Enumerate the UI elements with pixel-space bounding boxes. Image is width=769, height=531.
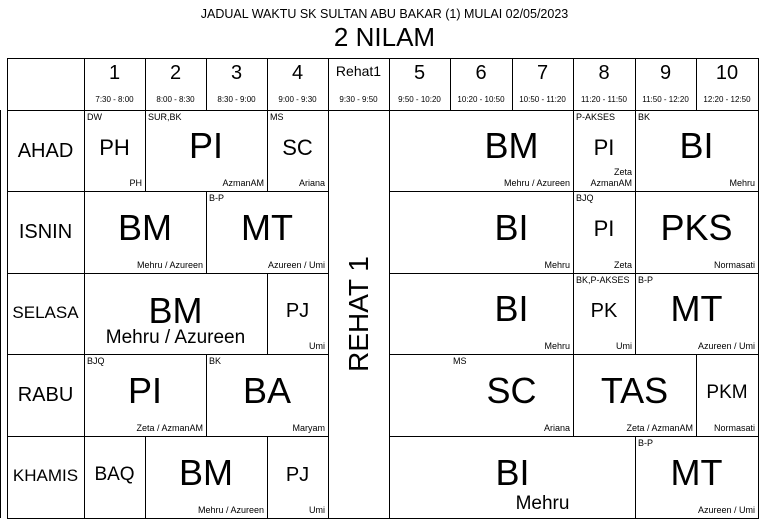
grid-line: [0, 110, 1, 191]
period-header: [328, 58, 389, 110]
lesson-subject: PI: [593, 134, 615, 160]
grid-line: [758, 354, 759, 436]
lesson-subject: BA: [242, 369, 292, 411]
lesson-code: MS: [270, 112, 284, 122]
break-label: REHAT 1: [342, 256, 374, 372]
timetable-heading: JADUAL WAKTU SK SULTAN ABU BAKAR (1) MULAI 02/05/2023: [200, 7, 569, 21]
lesson-subject: BM: [484, 125, 539, 167]
day-label: [7, 436, 84, 518]
lesson-subject: SC: [282, 134, 313, 160]
day-name: SELASA: [12, 302, 79, 322]
lesson-cell: [450, 191, 573, 273]
period-number: 3: [230, 62, 243, 84]
lesson-subject: SC: [486, 369, 537, 411]
lesson-cell: [450, 110, 573, 191]
grid-line: [0, 436, 1, 518]
grid-line: [328, 273, 329, 354]
period-header: [389, 58, 450, 110]
lesson-teacher: Mehru / Azureen: [197, 505, 264, 515]
lesson-subject: BM: [179, 451, 233, 493]
lesson-cell: [573, 273, 635, 354]
grid-line: [758, 110, 759, 191]
lesson-cell: [84, 436, 145, 518]
lesson-code: BJQ: [576, 193, 594, 203]
lesson-teacher: Mehru: [544, 260, 570, 270]
period-number: 9: [659, 62, 672, 84]
period-time: 11:50 - 12:20: [642, 95, 689, 104]
lesson-code: P-AKSES: [576, 112, 616, 122]
lesson-teacher: Mehru: [515, 493, 570, 514]
lesson-cell: [450, 436, 635, 518]
period-header: [267, 58, 328, 110]
lesson-teacher: Mehru: [729, 178, 755, 188]
period-number: Rehat1: [335, 63, 382, 79]
grid-line: [758, 436, 759, 518]
lesson-subject: MT: [670, 288, 723, 330]
period-time: 7:30 - 8:00: [95, 95, 134, 104]
lesson-cell: [84, 354, 206, 436]
lesson-subject: BM: [118, 206, 172, 248]
period-number: 2: [169, 62, 182, 84]
lesson-subject: PH: [99, 134, 130, 160]
period-time: 11:20 - 11:50: [581, 95, 627, 104]
grid-line: [389, 110, 390, 518]
lesson-cell: [206, 354, 328, 436]
period-header: [206, 58, 267, 110]
lesson-teacher: Umi: [616, 341, 632, 351]
lesson-teacher: Mehru / Azureen: [136, 260, 203, 270]
lesson-cell: [573, 354, 696, 436]
lesson-cell: [84, 110, 145, 191]
lesson-subject: BI: [679, 125, 714, 167]
grid-line: [328, 436, 329, 518]
lesson-teacher: Mehru / Azureen: [503, 178, 570, 188]
lesson-cell: [267, 273, 328, 354]
lesson-cell: [145, 436, 267, 518]
lesson-teacher: Ariana: [543, 423, 570, 433]
period-header: [696, 58, 758, 110]
lesson-cell: [450, 354, 573, 436]
lesson-cell: [267, 110, 328, 191]
lesson-teacher: Zeta / AzmanAM: [136, 423, 203, 433]
lesson-code: BK: [638, 112, 651, 122]
lesson-code: BK: [209, 356, 222, 366]
period-header: [145, 58, 206, 110]
period-time: 8:30 - 9:00: [217, 95, 256, 104]
lesson-subject: BI: [494, 206, 529, 248]
grid-line: [328, 110, 329, 191]
lesson-subject: BI: [494, 288, 529, 330]
lesson-subject: PJ: [285, 300, 310, 323]
period-header: [573, 58, 635, 110]
lesson-teacher: Mehru: [544, 341, 570, 351]
day-name: RABU: [17, 384, 74, 406]
lesson-teacher: PH: [129, 178, 142, 188]
lesson-teacher: Normasati: [713, 260, 755, 270]
period-number: 6: [475, 62, 487, 84]
lesson-subject: PI: [593, 216, 615, 242]
period-number: 1: [108, 62, 121, 84]
lesson-subject: BM: [148, 290, 203, 331]
lesson-cell: [145, 110, 267, 191]
lesson-teacher: Maryam: [292, 423, 325, 433]
day-label: [7, 110, 84, 191]
lesson-code: MS: [453, 356, 467, 366]
period-header: [635, 58, 696, 110]
lesson-subject: BAQ: [94, 464, 135, 486]
lesson-teacher: Zeta: [613, 260, 632, 270]
lesson-teacher: Azureen / Umi: [267, 260, 325, 270]
lesson-code: SUR,BK: [148, 112, 182, 122]
period-number: 4: [291, 62, 304, 84]
lesson-teacher: AzmanAM: [590, 178, 632, 188]
grid-line: [7, 518, 328, 519]
lesson-cell: [573, 110, 635, 191]
lesson-code: B-P: [209, 193, 225, 203]
lesson-cell: [206, 191, 328, 273]
day-name: AHAD: [17, 139, 74, 162]
period-number: 5: [413, 62, 426, 84]
lesson-subject: PJ: [285, 463, 310, 486]
lesson-cell: [450, 273, 573, 354]
lesson-teacher: Umi: [309, 505, 325, 515]
lesson-subject: PI: [188, 125, 223, 167]
period-header: [450, 58, 512, 110]
day-name: ISNIN: [18, 221, 73, 243]
lesson-teacher: Mehru / Azureen: [105, 327, 246, 348]
lesson-subject: BI: [495, 451, 530, 493]
period-time: 9:50 - 10:20: [398, 95, 441, 104]
lesson-cell: [635, 436, 758, 518]
grid-line: [0, 273, 1, 354]
period-number: 10: [715, 62, 739, 84]
lesson-code: B-P: [638, 438, 654, 448]
lesson-code: DW: [87, 112, 102, 122]
grid-line: [758, 273, 759, 354]
grid-line: [328, 191, 329, 273]
period-header: [84, 58, 145, 110]
lesson-subject: PI: [127, 369, 162, 411]
lesson-code: BK,P-AKSES: [576, 275, 630, 285]
day-label: [7, 273, 84, 354]
lesson-cell: [573, 191, 635, 273]
lesson-teacher: Azureen / Umi: [697, 505, 755, 515]
lesson-teacher: AzmanAM: [222, 178, 264, 188]
lesson-cell: [84, 273, 267, 354]
lesson-subject: MT: [670, 451, 723, 493]
lesson-subject: TAS: [600, 369, 669, 411]
lesson-teacher: Azureen / Umi: [697, 341, 755, 351]
day-label: [7, 354, 84, 436]
period-header: [512, 58, 573, 110]
lesson-teacher: Zeta / AzmanAM: [626, 423, 693, 433]
lesson-cell: [635, 273, 758, 354]
period-time: 10:20 - 10:50: [457, 95, 505, 104]
lesson-subject: PKM: [706, 382, 748, 404]
grid-line: [0, 191, 1, 273]
lesson-teacher: Zeta: [613, 167, 632, 177]
grid-line: [0, 354, 1, 436]
lesson-subject: PK: [590, 300, 618, 323]
day-label: [7, 191, 84, 273]
period-time: 10:50 - 11:20: [519, 95, 566, 104]
grid-line: [758, 191, 759, 273]
lesson-subject: PKS: [660, 206, 733, 248]
lesson-cell: [84, 191, 206, 273]
lesson-code: BJQ: [87, 356, 105, 366]
lesson-code: B-P: [638, 275, 654, 285]
period-time: 9:30 - 9:50: [339, 95, 378, 104]
class-name-title: 2 NILAM: [333, 22, 436, 52]
period-number: 7: [536, 62, 549, 84]
grid-line: [389, 518, 759, 519]
period-time: 9:00 - 9:30: [278, 95, 317, 104]
lesson-subject: MT: [241, 206, 293, 248]
grid-line: [328, 354, 329, 436]
lesson-cell: [635, 191, 758, 273]
lesson-cell: [696, 354, 758, 436]
day-name: KHAMIS: [12, 466, 79, 485]
period-time: 12:20 - 12:50: [703, 95, 751, 104]
lesson-teacher: Ariana: [298, 178, 325, 188]
lesson-teacher: Normasati: [713, 423, 755, 433]
lesson-teacher: Umi: [309, 341, 325, 351]
lesson-cell: [267, 436, 328, 518]
period-number: 8: [598, 62, 610, 84]
period-time: 8:00 - 8:30: [156, 95, 195, 104]
lesson-cell: [635, 110, 758, 191]
